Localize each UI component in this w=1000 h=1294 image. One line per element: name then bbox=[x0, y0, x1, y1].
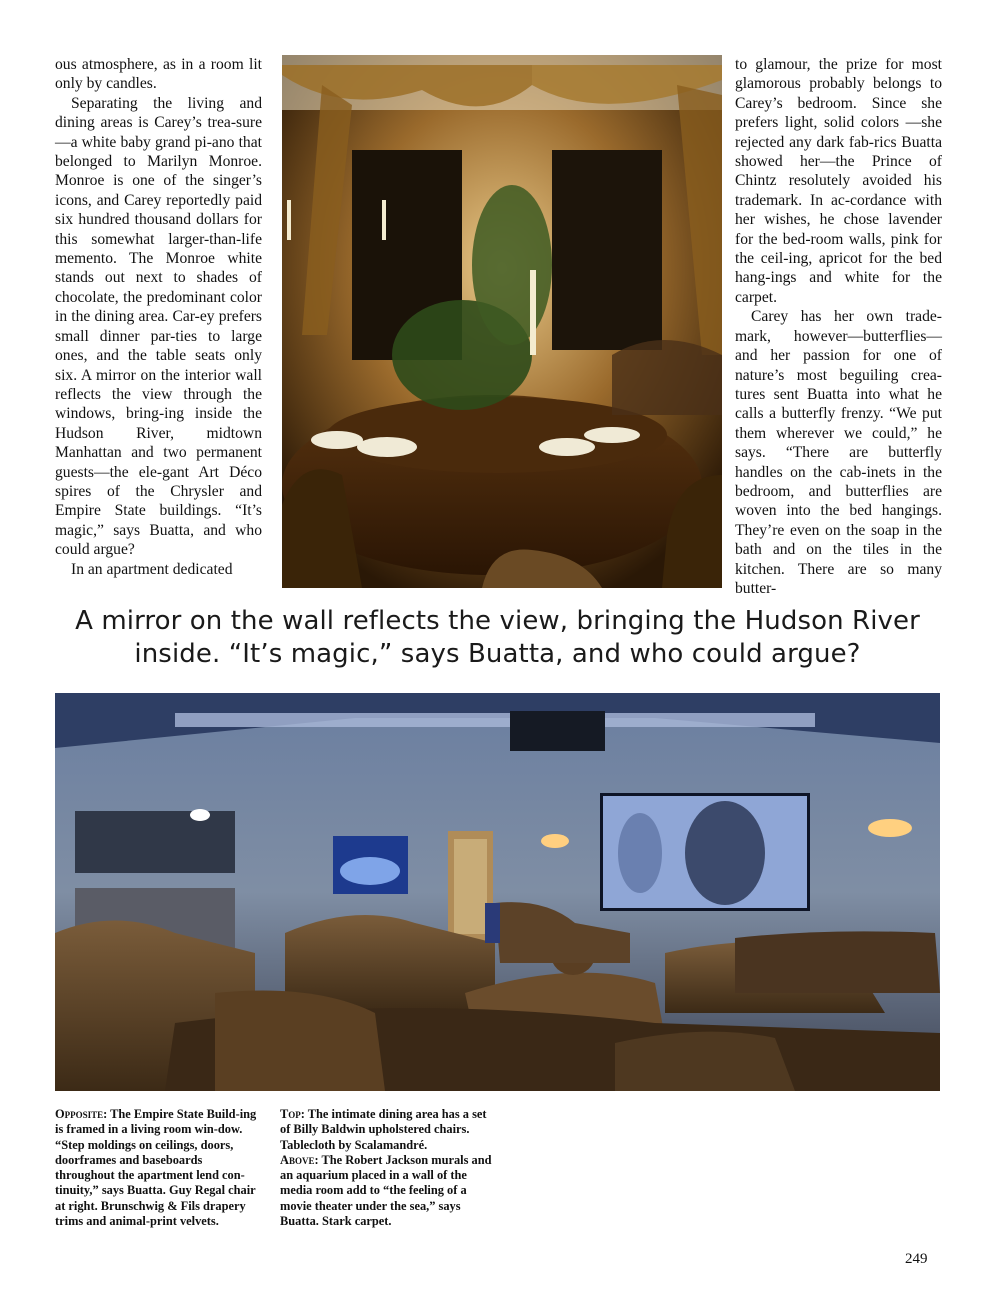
right-text-column bbox=[735, 55, 942, 598]
dining-room-photo bbox=[282, 55, 722, 588]
caption-text: The intimate dining area has a set of Billy Baldwin upholstered chairs. Tablecloth by Scalamandré. bbox=[280, 1107, 487, 1152]
paragraph: to glamour, the prize for most glamorous probably belongs to Carey’s bedroom. Since she prefers light, solid colors —she rejected any dark fab-rics Buatta showed her—the Prince of Chintz resolutely avoided his trademark. In ac-cordance with her wishes, he chose lavender for the bed-room walls, pink for the ceil-ing, apricot for the bed hang-ings and white for the carpet. bbox=[735, 56, 942, 306]
paragraph: Separating the living and dining areas is Carey’s trea-sure—a white baby grand pi-ano that belonged to Marilyn Monroe. Monroe is one of the singer’s icons, and Carey reportedly paid six hundred thousand dollars for this somewhat larger-than-life memento. The Monroe white stands out next to shades of chocolate, the predominant color in the dining area. Car-ey prefers small dinner par-ties to large ones, and the table seats only six. A mirror on the interior wall reflects the view through the windows, bring-ing inside the Hudson River, midtown Manhattan and two permanent guests—the ele-gant Art Déco spires of the Chrysler and Empire State buildings. “It’s magic,” says Buatta, and who could argue? bbox=[55, 94, 262, 559]
page-number: 249 bbox=[905, 1251, 928, 1267]
media-room-photo bbox=[55, 693, 940, 1091]
caption-lead: Above: bbox=[280, 1152, 319, 1167]
caption-text: The Robert Jackson murals and an aquarium placed in a wall of the media room add to “the feeling of a movie theater under the sea,” says Buatta. Stark carpet. bbox=[280, 1152, 492, 1229]
caption-text: The Empire State Build-ing is framed in a living room win-dow. “Step moldings on ceilings, doors, doorframes and baseboards throughout the apartment lend con-tinuity,” says Buatta. Guy Regal chair at right. Brunschwig & Fils drapery trims and animal-print velvets. bbox=[55, 1107, 257, 1229]
pull-quote bbox=[55, 605, 940, 671]
paragraph: Carey has her own trade-mark, however—butterflies—and her passion for one of nature’s most beguiling crea-tures sent Buatta into what he calls a butterfly frenzy. “We put them wherever we could,” he says. “There are butterfly handles on the cab-inets in the bedroom, and butterflies are woven into the bed hangings. They’re even on the soap in the bath and on the tiles in the kitchen. There are so many butter- bbox=[735, 308, 942, 597]
paragraph: ous atmosphere, as in a room lit only by candles. bbox=[55, 56, 262, 93]
pull-quote-line: A mirror on the wall reflects the view, bringing the Hudson River bbox=[75, 606, 920, 636]
pull-quote-line: inside. “It’s magic,” says Buatta, and who could argue? bbox=[134, 639, 861, 669]
left-text-column bbox=[55, 55, 262, 579]
photo-caption-opposite bbox=[55, 1107, 265, 1229]
caption-lead: Opposite: bbox=[55, 1107, 108, 1121]
caption-lead: Top: bbox=[280, 1107, 305, 1121]
paragraph: In an apartment dedicated bbox=[71, 560, 233, 578]
photo-caption-top-above bbox=[280, 1107, 495, 1229]
